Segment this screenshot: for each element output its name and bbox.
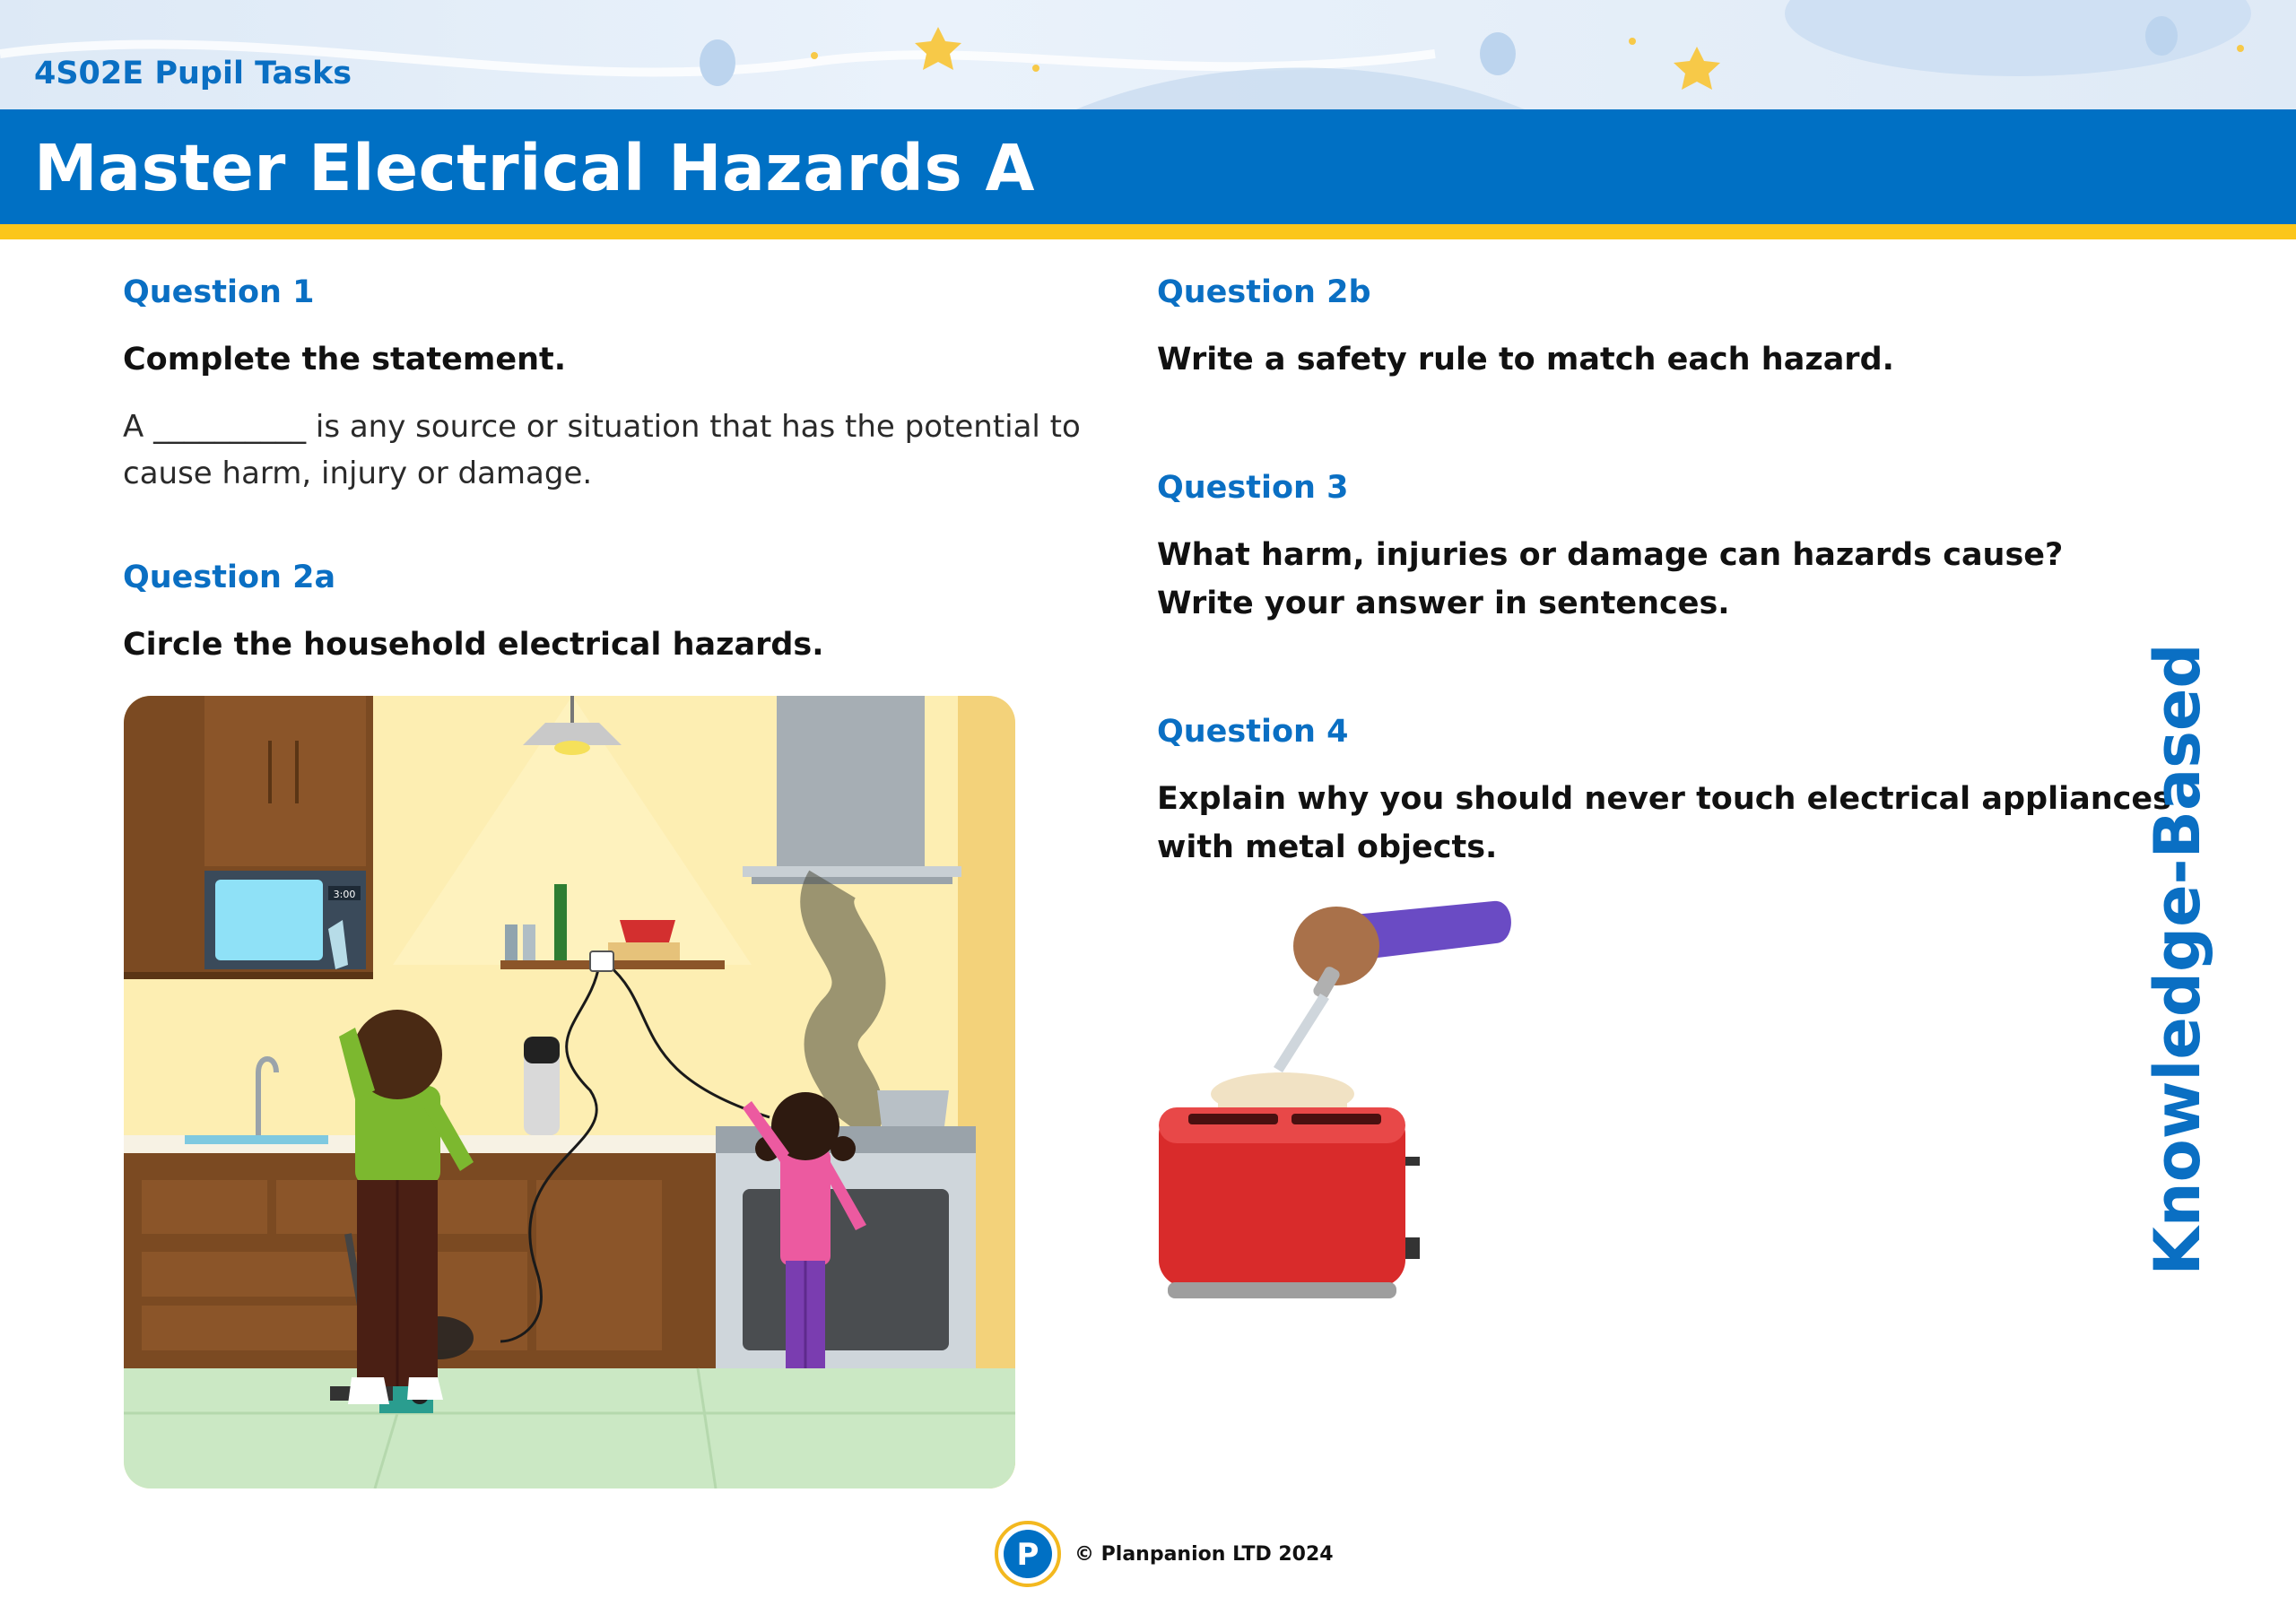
- logo-letter: P: [1016, 1537, 1039, 1573]
- toaster-knife-scene: [1148, 888, 1525, 1318]
- question-2b-heading: Question 2b: [1157, 274, 1371, 310]
- course-code: 4S02E Pupil Tasks: [34, 56, 352, 91]
- child-figure: [780, 1149, 831, 1265]
- question-4-instruction-line1: Explain why you should never touch electrical appliances: [1157, 781, 2171, 817]
- side-label: Knowledge-Based: [2141, 643, 2214, 1276]
- question-4-heading: Question 4: [1157, 714, 1349, 750]
- question-1-instruction: Complete the statement.: [123, 342, 567, 378]
- copyright-text: © Planpanion LTD 2024: [1074, 1542, 1334, 1566]
- sky-decoration: [0, 0, 2296, 109]
- smoke: [827, 884, 858, 1126]
- knife: [1274, 994, 1329, 1072]
- question-2b-instruction: Write a safety rule to match each hazard.: [1157, 342, 1894, 378]
- footer: [994, 1520, 1334, 1588]
- kitchen-scene: [124, 696, 1015, 1488]
- question-3-instruction-line2: Write your answer in sentences.: [1157, 586, 1730, 621]
- cooker-hood: [777, 696, 925, 866]
- title-accent-stripe: [0, 224, 2296, 239]
- question-3-instruction-line1: What harm, injuries or damage can hazards cause?: [1157, 537, 2064, 573]
- adult-figure: [355, 1086, 440, 1185]
- microwave-display: 3:00: [333, 889, 356, 900]
- question-2a-heading: Question 2a: [123, 560, 336, 595]
- question-2a-instruction: Circle the household electrical hazards.: [123, 627, 824, 663]
- title-bar: [0, 109, 2296, 224]
- question-1-heading: Question 1: [123, 274, 315, 310]
- planpanion-logo-icon: [994, 1520, 1062, 1588]
- question-4-instruction-line2: with metal objects.: [1157, 829, 1498, 865]
- toaster-illustration: [1148, 888, 1525, 1318]
- question-1-text-line1: A __________ is any source or situation that has the potential to: [123, 409, 1081, 445]
- header-decoration: [0, 0, 2296, 109]
- page-title: Master Electrical Hazards A: [34, 131, 1035, 205]
- kitchen-illustration: [124, 696, 1015, 1488]
- question-1-text-line2: cause harm, injury or damage.: [123, 456, 593, 491]
- question-3-heading: Question 3: [1157, 470, 1349, 506]
